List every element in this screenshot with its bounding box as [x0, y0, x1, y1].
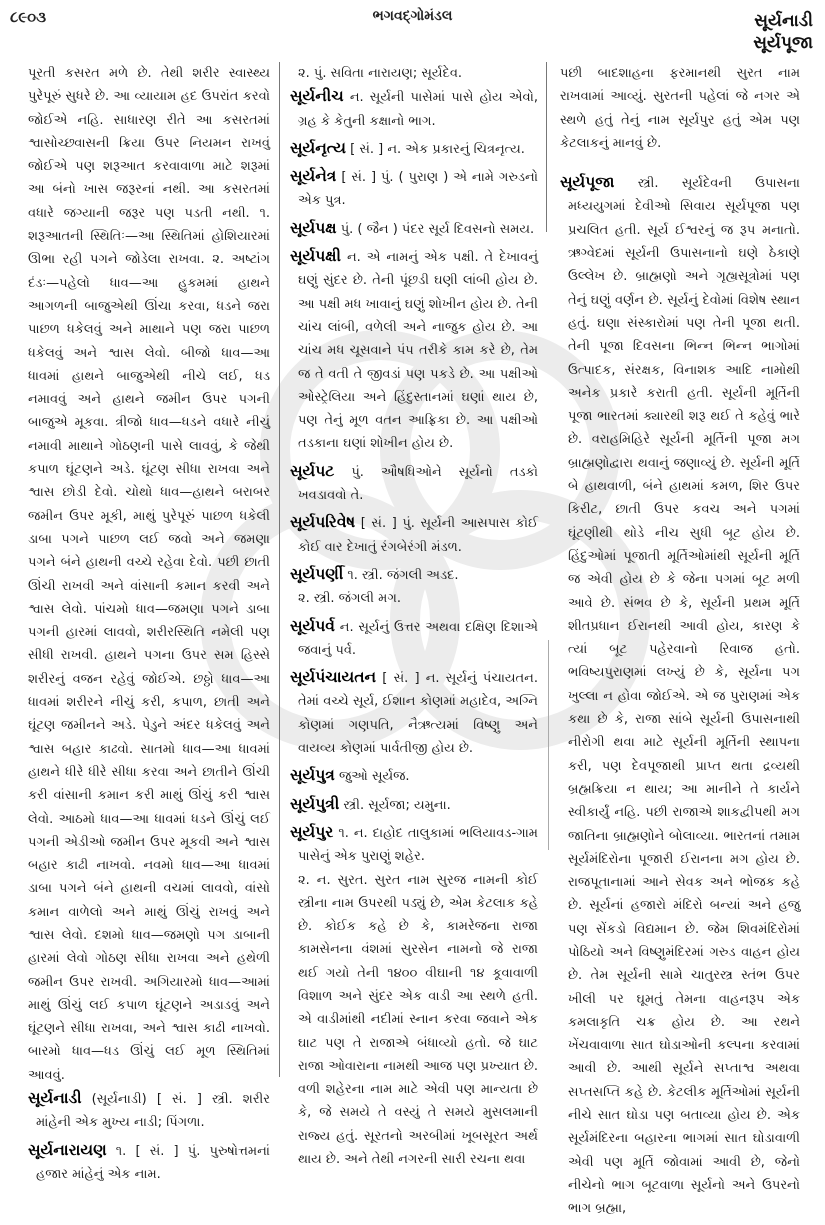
page-header: [0, 0, 825, 58]
dictionary-entry: [290, 460, 538, 508]
continued-paragraph: પૂરતી કસરત મળે છે. તેથી શરીર સ્વાસ્થ્ય પુરેપૂરું સુધરે છે. આ વ્યાયામ હદ ઉપરાંત કરવો જોઈએ નહિ. સાધારણ રીતે આ કસરતમાં શ્વાસોચ્છ્વાસની ક્રિયા ઉપર નિયમન રાખવું જોઈએ પણ શરૂઆત કરવાવાળા માટે શરૂમાં આ બંનો ખાસ જરૂરનાં નથી. આ કસરતમાં વધારે જગ્યાની જરૂર પણ પડતી નથી. ૧. શરૂઆતની સ્થિતિઃ—આ સ્થિતિમાં હોશિયારમાં ઊભા રહી પગને જોડેલા રાખવા. ૨. અષ્ટાંગ દંડઃ—પહેલો ધાવ—આ હુકમમાં હાથને આગળની બાજુએથી ઊંચા કરવા, ધડને જરા પાછળ ધકેલવું અને માથાને પણ જરા પાછળ ધકેલવું અને શ્વાસ લેવો. બીજો ધાવ—આ ધાવમાં હાથને બાજુએથી નીચે લઈ, ધડ નમાવવું અને હાથને જમીન ઉપર પગની બાજુએ મૂકવા. ત્રીજો ધાવ—ધડને વધારે નીચું નમાવી માથાને ગોઠણની પાસે લાવવું, કે જેથી કપાળ ઘૂંટણને અડે. ઘૂંટણ સીધા રાખવા અને શ્વાસ છોડી દેવો. ચોથો ધાવ—હાથને બરાબર જમીન ઉપર મૂકી, માથું પુરેપૂરું પાછળ ધકેલી ડાબા પગને પાછળ લઈ જવો અને જમણા પગને બંને હાથની વચ્ચે રહેવા દેવો. પછી છાતી ઊંચી રાખવી અને વાંસાની કમાન કરવી અને શ્વાસ લેવો. પાંચમો ધાવ—જમણા પગને ડાબા પગની હારમાં લાવવો, શરીરસ્થિતિ નમેલી પણ સીધી રાખવી. હાથને પગના ઉપર સમ હિસ્સે શરીરનું વજન રહેવું જોઈએ. છઠ્ઠો ધાવ—આ ધાવમાં શરીરને નીચું કરી, કપાળ, છાતી અને ઘૂંટણ જમીનને અડે. પેડુને અંદર ધકેલવું અને શ્વાસ બહાર કાઢવો. સાતમો ધાવ—આ ધાવમાં હાથને ધીરે ધીરે સીધા કરવા અને છાતીને ઊંચી કરી વાંસાની કમાન કરી માથું ઊંચું કરી શ્વાસ લેવો. આઠમો ધાવ—આ ધાવમાં ધડને ઊંચું લઈ પગની એડીઓ જમીન ઉપર મૂકવી અને શ્વાસ બહાર કાઢી નાખવો. નવમો ધાવ—આ ધાવમાં ડાબા પગને બંને હાથની વચમાં લાવવો, વાંસો કમાન વાળેલો અને માથું ઊંચું રાખવું અને શ્વાસ લેવો. દશમો ધાવ—જમણો પગ ડાબાની હારમાં લેવો ગોઠણ સીધા રાખવા અને હથેળી જમીન ઉપર રાખવી. અગિયારમો ધાવ—આમાં માથું ઊંચું લઈ કપાળ ઘૂંટણને અડાડવું અને ઘૂંટણને સીધા રાખવા, અને શ્વાસ કાઢી નાખવો. બારમો ધાવ—ધડ ઊંચું લઈ મૂળ સ્થિતિમાં આવવું.: [28, 66, 270, 1083]
dictionary-entry: [290, 793, 538, 817]
definition: જુઓ સૂર્યજ.: [338, 769, 410, 785]
dictionary-entry: [290, 217, 538, 241]
dictionary-entry: [28, 1087, 270, 1135]
headword: સૂર્યપર્વ: [290, 616, 335, 635]
definition: (સૂર્યનાડી) [ સં. ] સ્ત્રી. શરીર માંહેની એક મુખ્ય નાડી; પિંગળા.: [36, 1092, 270, 1131]
definition: ૧. [ સં. ] પું. પુરુષોત્તમનાં હજાર માંહેનું એક નામ.: [36, 1143, 270, 1182]
headword: સૂર્યપક્ષી: [290, 247, 341, 266]
definition-sense-2: ૨. સ્ત્રી. જંગલી મગ.: [298, 591, 401, 607]
definition: પું. ઔષધિઓને સૂર્યનો તડકો ખવડાવવો તે.: [298, 464, 538, 504]
dictionary-entry: [290, 245, 538, 456]
definition: ન. એ નામનું એક પક્ષી. તે દેખાવનું ઘણું સુંદર છે. તેની પૂંછડી ઘણી લાંબી હોય છે. આ પક્ષી મધ ખાવાનું ઘણું શોખીન હોય છે. તેની ચાંચ લાંબી, વળેલી અને નાજુક હોય છે. આ ચાંચ મધ ચૂસવાને પંપ તરીકે કામ કરે છે, તેમ જ તે વતી તે જીવડાં પણ પકડે છે. આ પક્ષીઓ ઓસ્ટ્રેલિયા અને હિંદુસ્તાનમાં ઘણાં થાય છે, પણ તેનું મૂળ વતન આફ્રિકા છે. આ પક્ષીઓ તડકાના ઘણાં શોખીન હોય છે.: [298, 250, 539, 452]
column-left: [28, 62, 270, 1190]
dictionary-entry: [290, 666, 538, 760]
headword: સૂર્યનેત્ર: [290, 167, 337, 186]
definition-sense-2: ૨. ન. સુરત. સુરત નામ સુરજ નામની કોઈ સ્ત્રીના નામ ઉપરથી પડ્યું છે, એમ કેટલાક કહે છે. કોઈક કહે છે કે, કામરેજના રાજા કામસેનના વંશમાં સુરસેન નામનો જે રાજા થઈ ગયો તેની ૧૪૦૦ વીઘાની ૧૪ કૂવાવાળી વિશાળ અને સુંદર એક વાડી આ સ્થળે હતી. એ વાડીમાંથી નદીમાં સ્નાન કરવા જવાને એક ઘાટ પણ તે રાજાએ બંધાવ્યો હતો. જે ઘાટ રાજા ઓવારાના નામથી આજ પણ પ્રખ્યાત છે. વળી શહેરના નામ માટે એવી પણ માન્યતા છે કે, જે સમયે તે વસ્યું તે સમયે મુસલમાની રાજ્ય હતું. સૂરતનો અરબીમાં ખૂબસૂરત અર્થ થાય છે. અને તેથી નગરની સારી રચના થવા: [298, 872, 538, 1168]
definition: [ સં. ] પું. ( પુરાણ ) એ નામે ગરુડનો એક પુત્ર.: [298, 170, 538, 209]
column-rule-right: [546, 62, 547, 232]
column-rule-left: [279, 62, 280, 1077]
headword: સૂર્યપર્ણી: [290, 564, 344, 583]
definition: પું. ( જૈન ) પંદર સૂર્ય દિવસનો સમય.: [340, 221, 535, 237]
running-title: ભગવદ્ગોમંડલ: [372, 8, 453, 24]
headword: સૂર્યપટ: [290, 461, 335, 480]
column-right: [560, 62, 800, 1225]
headword: સૂર્યપરિવેષ: [290, 513, 356, 532]
definition: [ સં. ] પું. સૂર્યની આસપાસ કોઈ કોઈ વાર દેખાતું રંગબેરંગી મંડળ.: [298, 516, 538, 555]
dictionary-entry: [290, 85, 538, 133]
dictionary-entry: [290, 563, 538, 611]
dictionary-entry: [290, 511, 538, 559]
definition: ૧. સ્ત્રી. જંગલી અડદ.: [347, 567, 459, 583]
headword: સૂર્યપક્ષ: [290, 218, 337, 237]
headword: સૂર્યનૃત્ય: [290, 138, 346, 157]
headword: સૂર્યનાડી: [28, 1089, 82, 1108]
headword: સૂર્યપંચાયતન: [290, 668, 377, 687]
entry-spacer: [560, 155, 800, 171]
definition: સ્ત્રી. સૂર્યદેવની ઉપાસના મધ્યયુગમાં દેવીઓ સિવાય સૂર્યપૂજા પણ પ્રચલિત હતી. સૂર્ય ઈશ્વરનું જ રૂપ મનાતો. ઋગ્વેદમાં સૂર્યની ઉપાસનાનો ઘણે ઠેકાણે ઉલ્લેખ છે. બ્રાહ્મણો અને ગૃહ્યસૂત્રોમાં પણ તેનું ઘણું વર્ણન છે. સૂર્યનું દેવોમાં વિશેષ સ્થાન હતું. ઘણા સંસ્કારોમાં પણ તેની પૂજા થતી. તેની પૂજા દિવસના ભિન્ન ભિન્ન ભાગોમાં ઉત્પાદક, સંરક્ષક, વિનાશક આદિ નામોથી અનેક પ્રકારે કરાતી હતી. સૂર્યની મૂર્તિની પૂજા ભારતમાં ક્યારથી શરૂ થઈ તે કહેવું ભારે છે. વરાહમિહિરે સૂર્યની મૂર્તિની પૂજા મગ બ્રાહ્મણોદ્વારા થવાનું જણાવ્યું છે. સૂર્યની મૂર્તિ બે હાથવાળી, બંને હાથમાં કમળ, શિર ઉપર કિરીટ, છાતી ઉપર કવચ અને પગમાં ઘૂંટણીથી થોડે નીચ સુધી બૂટ હોય છે. હિંદુઓમાં પૂજાતી મૂર્તિઓમાંથી સૂર્યની મૂર્તિ જ એવી હોય છે કે જેના પગમાં બૂટ મળી આવે છે. સંભવ છે કે, સૂર્યની પ્રથમ મૂર્તિ શીતપ્રધાન ઈરાનથી આવી હોય, કારણ કે ત્યાં બૂટ પહેરવાનો રિવાજ હતો. ભવિષ્યપુરાણમાં લખ્યું છે કે, સૂર્યના પગ ખુલ્લા ન હોવા જોઈએ. એ જ પુરાણમાં એક કથા છે કે, રાજા સાંબે સૂર્યની ઉપાસનાથી નીરોગી થવા માટે સૂર્યની મૂર્તિની સ્થાપના કરી, પણ દેવપૂજાથી પ્રાપ્ત થતા દ્રવ્યથી બ્રહ્મક્રિયા ન થાય; આ માનીને તે કાર્યને સ્વીકાર્યું નહિ. પછી રાજાએ શાકદ્વીપથી મગ જાતિના બ્રાહ્મણોને બોલાવ્યા. ભારતનાં તમામ સૂર્યમંદિરોના પૂજારી ઈરાનના મગ હોય છે. રાજપૂતાનામાં આને સેવક અને ભોજક કહે છે. સૂર્યનાં હજારો મંદિરો બન્યાં અને હજુ પણ સેંકડો વિદ્યમાન છે. જેમ શિવમંદિરોમાં પોઠિયો અને વિષ્ણુમંદિરમાં ગરુડ વાહન હોય છે. તેમ સૂર્યની સામે ચાતુરસ્ત્ર સ્તંભ ઉપર ખીલી પર ઘૂમતું તેમના વાહનરૂપ એક કમલાકૃતિ ચક્ર હોય છે. આ રથને ખેંચવાવાળા સાત ઘોડાઓની કલ્પના કરવામાં આવી છે. આથી સૂર્યને સપ્તાશ્વ અથવા સપ્તસપ્તિ કહે છે. કેટલીક મૂર્તિઓમાં સૂર્યની નીચે સાત ઘોડા પણ બતાવ્યા હોય છે. એક સૂર્યમંદિરના બહારના ભાગમાં સાત ઘોડાવાળી એવી પણ મૂર્તિ જોવામાં આવી છે, જેનો નીચેનો ભાગ બૂટવાળા સૂર્યનો અને ઉપરનો ભાગ બ્રહ્મા,: [568, 176, 800, 1217]
definition: ૧. ન. દાહોદ તાલુકામાં ભલિયાવડ-ગામ પાસેનું એક પુરાણું શહેર.: [298, 825, 538, 865]
definition: સ્ત્રી. સૂર્યજા; યમુના.: [343, 797, 451, 813]
definition: [ સં. ] ન. એક પ્રકારનું ચિત્રનૃત્ય.: [350, 141, 525, 157]
dictionary-entry: [290, 137, 538, 161]
guide-word-first: સૂર્યનાડી: [754, 11, 813, 31]
dictionary-entry: [290, 165, 538, 213]
definition: ન. સૂર્યની પાસેમાં પાસે હોય એવો, ગ્રહ કે કેતુની કક્ષાનો ભાગ.: [298, 90, 539, 129]
guide-words: [753, 10, 813, 54]
headword: સૂર્યપૂજા: [560, 173, 615, 192]
continued-paragraph: પછી બાદશાહના ફરમાનથી સુરત નામ રાખવામાં આવ્યું. સુરતની પહેલાં જે નગર એ સ્થળે હતું તેનું નામ સૂર્યપુર હતું એમ પણ કેટલાકનું માનવું છે.: [560, 66, 800, 151]
headword: સૂર્યનીચ: [290, 87, 344, 106]
headword: સૂર્યપુર: [290, 822, 334, 841]
headword: સૂર્યનારાયણ: [28, 1140, 107, 1159]
dictionary-entry: [290, 821, 538, 1171]
definition: ન. સૂર્યનું ઉત્તર અથવા દક્ષિણ દિશાએ જવાનું પર્વ.: [298, 619, 538, 658]
dictionary-entry: [290, 764, 538, 788]
definition: [ સં. ] ન. સૂર્યનું પંચાયતન. તેમાં વચ્ચે સૂર્ય, ઈશાન કોણમાં મહાદેવ, અગ્નિ કોણમાં ગણપતિ, નૈઋત્યમાં વિષ્ણુ અને વાયવ્ય કોણમાં પાર્વતીજી હોય છે.: [298, 671, 538, 757]
column-middle: [290, 62, 538, 1175]
dictionary-entry: [28, 1139, 270, 1187]
headword: સૂર્યપુત્ર: [290, 766, 335, 785]
headword: સૂર્યપુત્રી: [290, 794, 340, 813]
page-number: ૮૯૦૩: [10, 8, 47, 26]
guide-word-last: સૂર્યપૂજા: [753, 33, 813, 53]
column-rule-right-lower: [548, 640, 549, 850]
continued-sense: ૨. પું. સવિતા નારાયણ; સૂર્યદેવ.: [298, 66, 463, 81]
dictionary-entry: [560, 171, 800, 1220]
dictionary-entry: [290, 615, 538, 663]
